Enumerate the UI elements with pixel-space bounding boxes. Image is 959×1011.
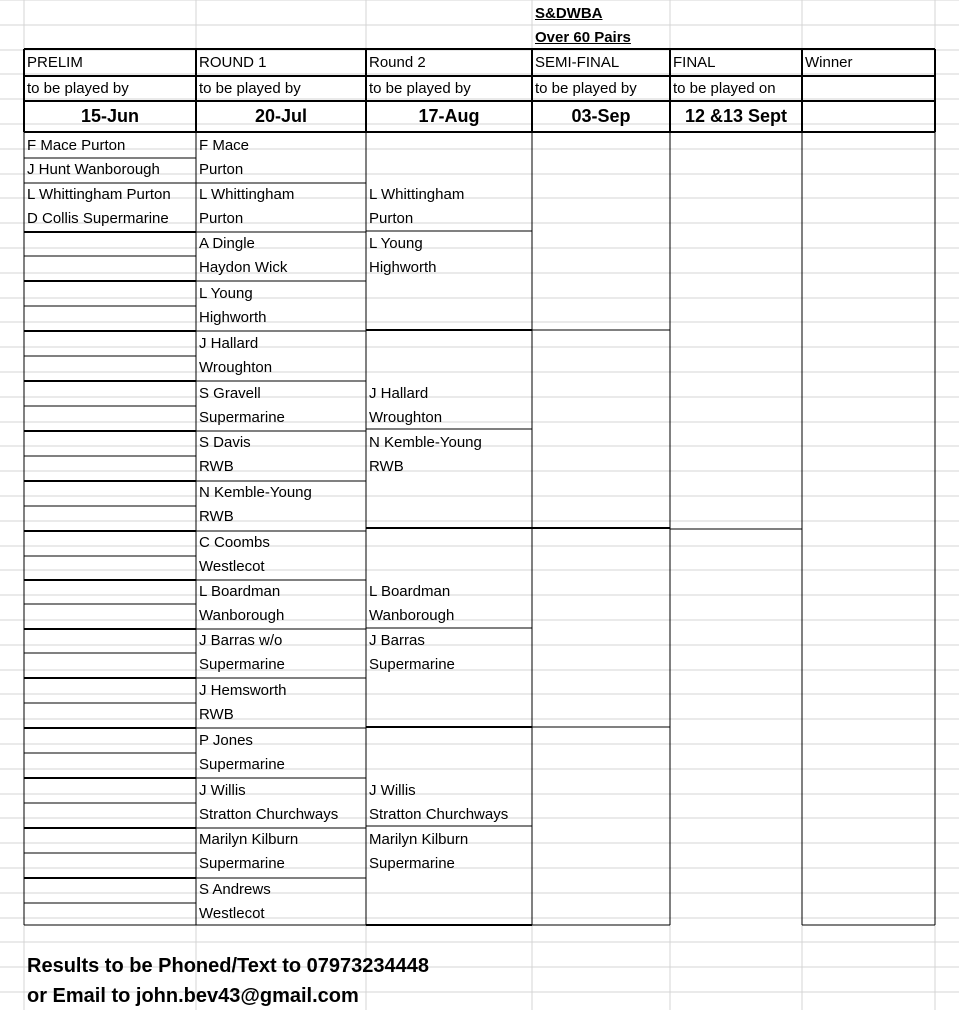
round1-club: Supermarine: [199, 656, 285, 673]
round1-club: Westlecot: [199, 558, 265, 575]
round1-player: S Gravell: [199, 385, 261, 402]
round1-player: A Dingle: [199, 235, 255, 252]
round1-club: Westlecot: [199, 905, 265, 922]
round1-player: L Whittingham: [199, 186, 295, 203]
round1-player: J Barras w/o: [199, 632, 283, 649]
round1-player: J Hallard: [199, 335, 259, 352]
play-on-final: to be played on: [673, 80, 776, 97]
col-header-prelim: PRELIM: [27, 54, 83, 71]
org-title: S&DWBA: [535, 5, 603, 22]
round1-club: Wroughton: [199, 359, 273, 376]
date-round2: 17-Aug: [418, 106, 480, 126]
date-round1: 20-Jul: [254, 106, 308, 126]
round2-player: L Young: [369, 235, 423, 252]
round1-club: Supermarine: [199, 756, 285, 773]
round1-club: Purton: [199, 161, 244, 178]
date-prelim: 15-Jun: [80, 106, 140, 126]
round1-player: L Young: [199, 285, 253, 302]
round2-player: L Boardman: [369, 583, 451, 600]
prelim-entry: L Whittingham Purton: [27, 186, 171, 203]
round1-player: Marilyn Kilburn: [199, 831, 299, 848]
round1-player: L Boardman: [199, 583, 281, 600]
competition-title: Over 60 Pairs: [535, 29, 631, 46]
round1-player: F Mace: [199, 137, 250, 154]
round2-club: Supermarine: [369, 855, 455, 872]
play-by-round2: to be played by: [369, 80, 471, 97]
round2-player: J Barras: [369, 632, 425, 649]
round2-club: Stratton Churchways: [369, 806, 509, 823]
round2-player: J Hallard: [369, 385, 429, 402]
round2-club: Purton: [369, 210, 414, 227]
round2-club: Wroughton: [369, 409, 443, 426]
round1-player: S Andrews: [199, 881, 271, 898]
round2-player: J Willis: [369, 782, 416, 799]
results-phone-note: Results to be Phoned/Text to 07973234448: [27, 955, 430, 977]
round1-player: S Davis: [199, 434, 251, 451]
col-header-winner: Winner: [805, 54, 853, 71]
round1-player: J Willis: [199, 782, 246, 799]
play-by-prelim: to be played by: [27, 80, 129, 97]
round2-player: Marilyn Kilburn: [369, 831, 469, 848]
date-final: 12 &13 Sept: [684, 106, 788, 126]
round1-player: N Kemble-Young: [199, 484, 312, 501]
round2-club: RWB: [369, 458, 404, 475]
date-semifinal: 03-Sep: [571, 106, 631, 126]
round2-club: Highworth: [369, 259, 437, 276]
col-header-round2: Round 2: [369, 54, 426, 71]
play-by-round1: to be played by: [199, 80, 301, 97]
col-header-final: FINAL: [673, 54, 716, 71]
round1-club: Highworth: [199, 309, 267, 326]
results-email-note: or Email to john.bev43@gmail.com: [27, 985, 359, 1007]
col-header-round1: ROUND 1: [199, 54, 267, 71]
round1-club: Supermarine: [199, 409, 285, 426]
prelim-entry: J Hunt Wanborough: [27, 161, 160, 178]
round1-player: J Hemsworth: [199, 682, 287, 699]
round2-club: Wanborough: [369, 607, 455, 624]
round2-club: Supermarine: [369, 656, 455, 673]
round1-player: P Jones: [199, 732, 253, 749]
round1-club: RWB: [199, 706, 234, 723]
round1-club: Haydon Wick: [199, 259, 288, 276]
round1-club: Wanborough: [199, 607, 285, 624]
prelim-entry: F Mace Purton: [27, 137, 126, 154]
round1-club: RWB: [199, 458, 234, 475]
round1-club: Stratton Churchways: [199, 806, 339, 823]
play-by-semifinal: to be played by: [535, 80, 637, 97]
round1-club: Purton: [199, 210, 244, 227]
round1-player: C Coombs: [199, 534, 270, 551]
round2-player: L Whittingham: [369, 186, 465, 203]
round2-player: N Kemble-Young: [369, 434, 482, 451]
round1-club: Supermarine: [199, 855, 285, 872]
col-header-semifinal: SEMI-FINAL: [535, 54, 620, 71]
round1-club: RWB: [199, 508, 234, 525]
prelim-entry: D Collis Supermarine: [27, 210, 169, 227]
